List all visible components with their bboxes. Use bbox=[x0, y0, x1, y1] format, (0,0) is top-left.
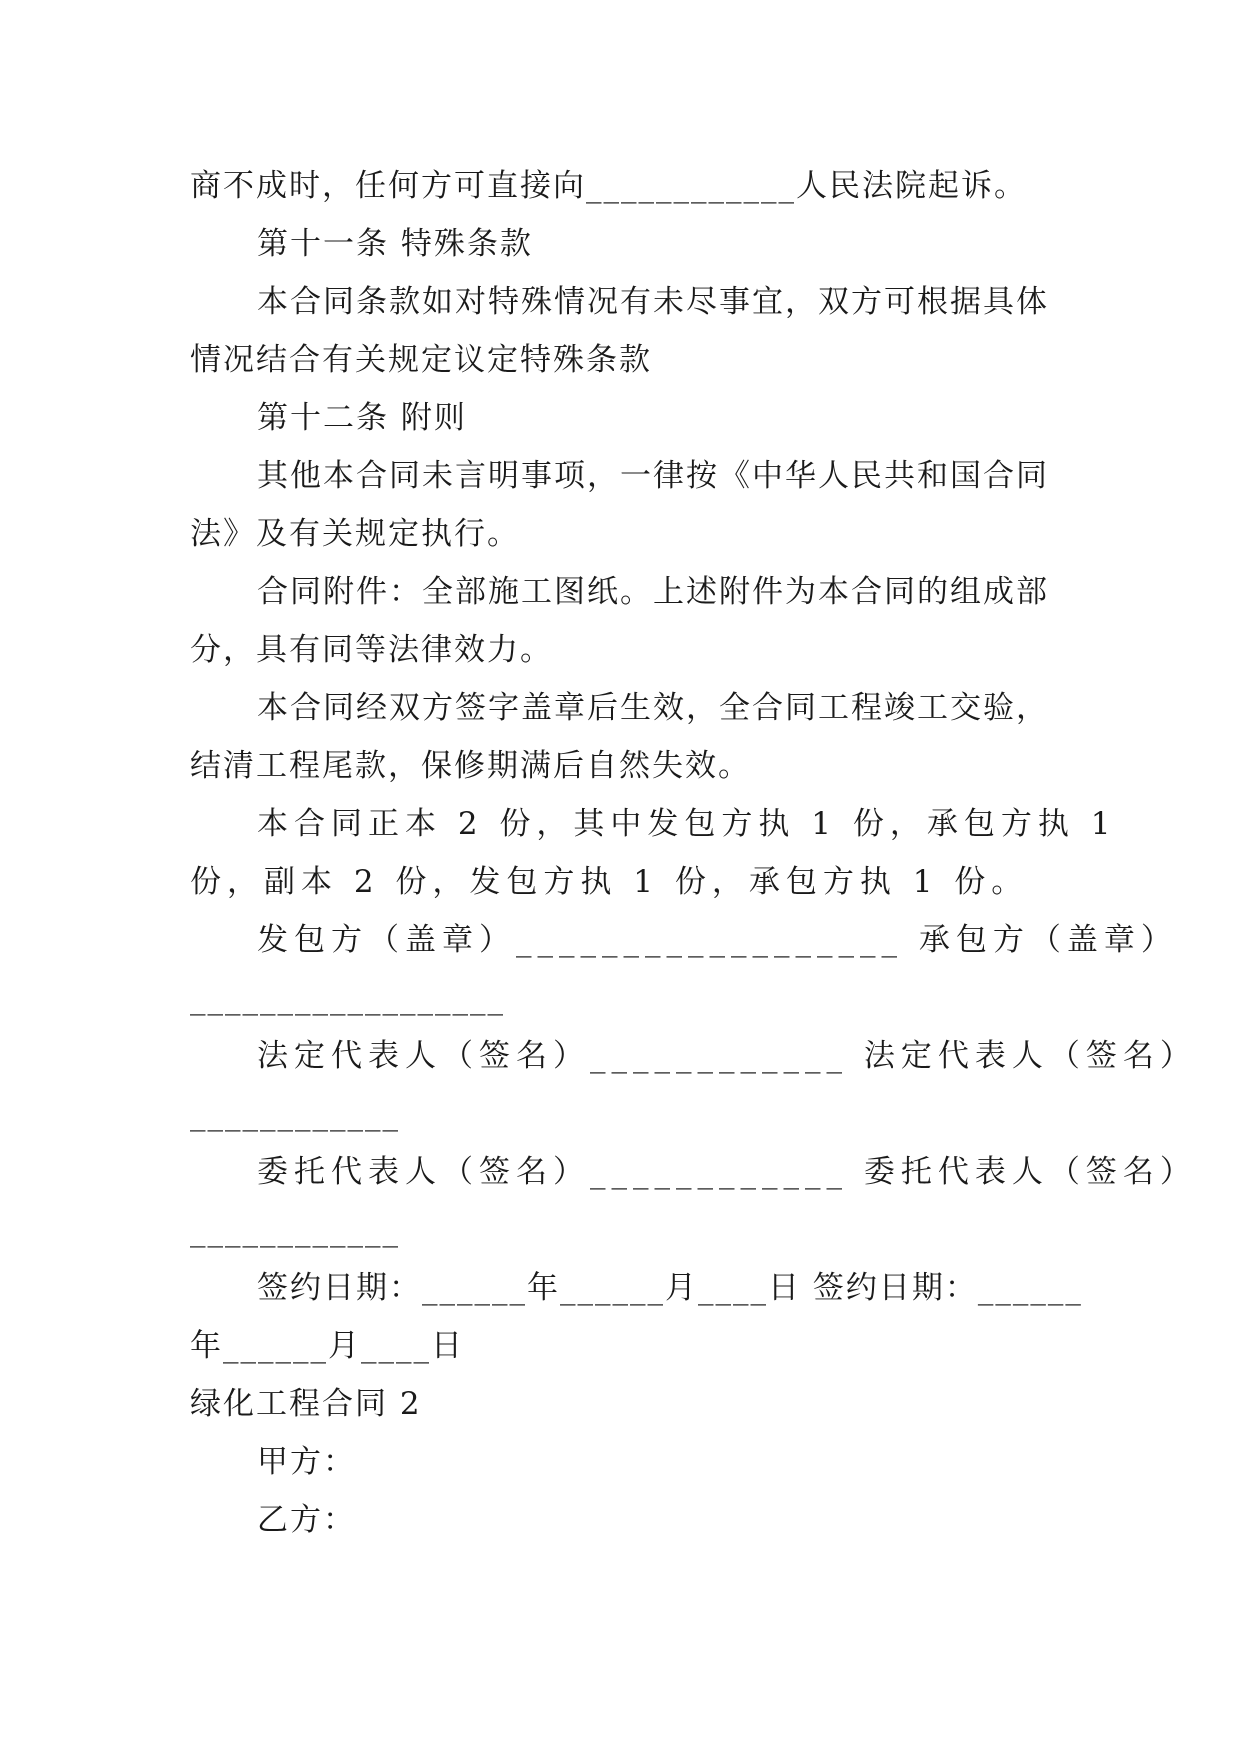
signing-date-line-2: 年______月____日 bbox=[190, 1328, 464, 1364]
clause-12-heading: 第十二条 附则 bbox=[257, 400, 467, 436]
text-line-effective-2: 结清工程尾款，保修期满后自然失效。 bbox=[190, 748, 751, 784]
text-line-appendix-1: 其他本合同未言明事项，一律按《中华人民共和国合同 bbox=[257, 458, 1049, 494]
text-line-attachments-2: 分，具有同等法律效力。 bbox=[190, 632, 553, 668]
signature-blank-legal-rep: ____________ bbox=[190, 1096, 400, 1132]
text-line-disputes: 商不成时，任何方可直接向____________人民法院起诉。 bbox=[190, 168, 1027, 204]
text-line-special-2: 情况结合有关规定议定特殊条款 bbox=[190, 342, 652, 378]
signature-blank-agent: ____________ bbox=[190, 1212, 400, 1248]
text-line-appendix-2: 法》及有关规定执行。 bbox=[190, 516, 520, 552]
text-line-effective-1: 本合同经双方签字盖章后生效，全合同工程竣工交验， bbox=[257, 690, 1049, 726]
text-line-attachments-1: 合同附件：全部施工图纸。上述附件为本合同的组成部 bbox=[257, 574, 1049, 610]
party-b-label: 乙方： bbox=[257, 1502, 356, 1538]
signing-date-line-1: 签约日期：______年______月____日 签约日期：______ bbox=[257, 1270, 1083, 1306]
signature-line-legal-rep: 法定代表人（签名）____________ 法定代表人（签名） bbox=[257, 1038, 1197, 1074]
signature-line-agent: 委托代表人（签名）____________ 委托代表人（签名） bbox=[257, 1154, 1197, 1190]
signature-blank-seal: __________________ bbox=[190, 980, 505, 1016]
document-title: 绿化工程合同 2 bbox=[190, 1386, 422, 1422]
signature-line-seal: 发包方（盖章）__________________ 承包方（盖章） bbox=[257, 922, 1178, 958]
text-line-copies-2: 份，副本 2 份，发包方执 1 份，承包方执 1 份。 bbox=[190, 864, 1029, 900]
text-line-special-1: 本合同条款如对特殊情况有未尽事宜，双方可根据具体 bbox=[257, 284, 1049, 320]
text-line-copies-1: 本合同正本 2 份，其中发包方执 1 份，承包方执 1 bbox=[257, 806, 1117, 842]
party-a-label: 甲方： bbox=[257, 1444, 356, 1480]
clause-11-heading: 第十一条 特殊条款 bbox=[257, 226, 533, 262]
